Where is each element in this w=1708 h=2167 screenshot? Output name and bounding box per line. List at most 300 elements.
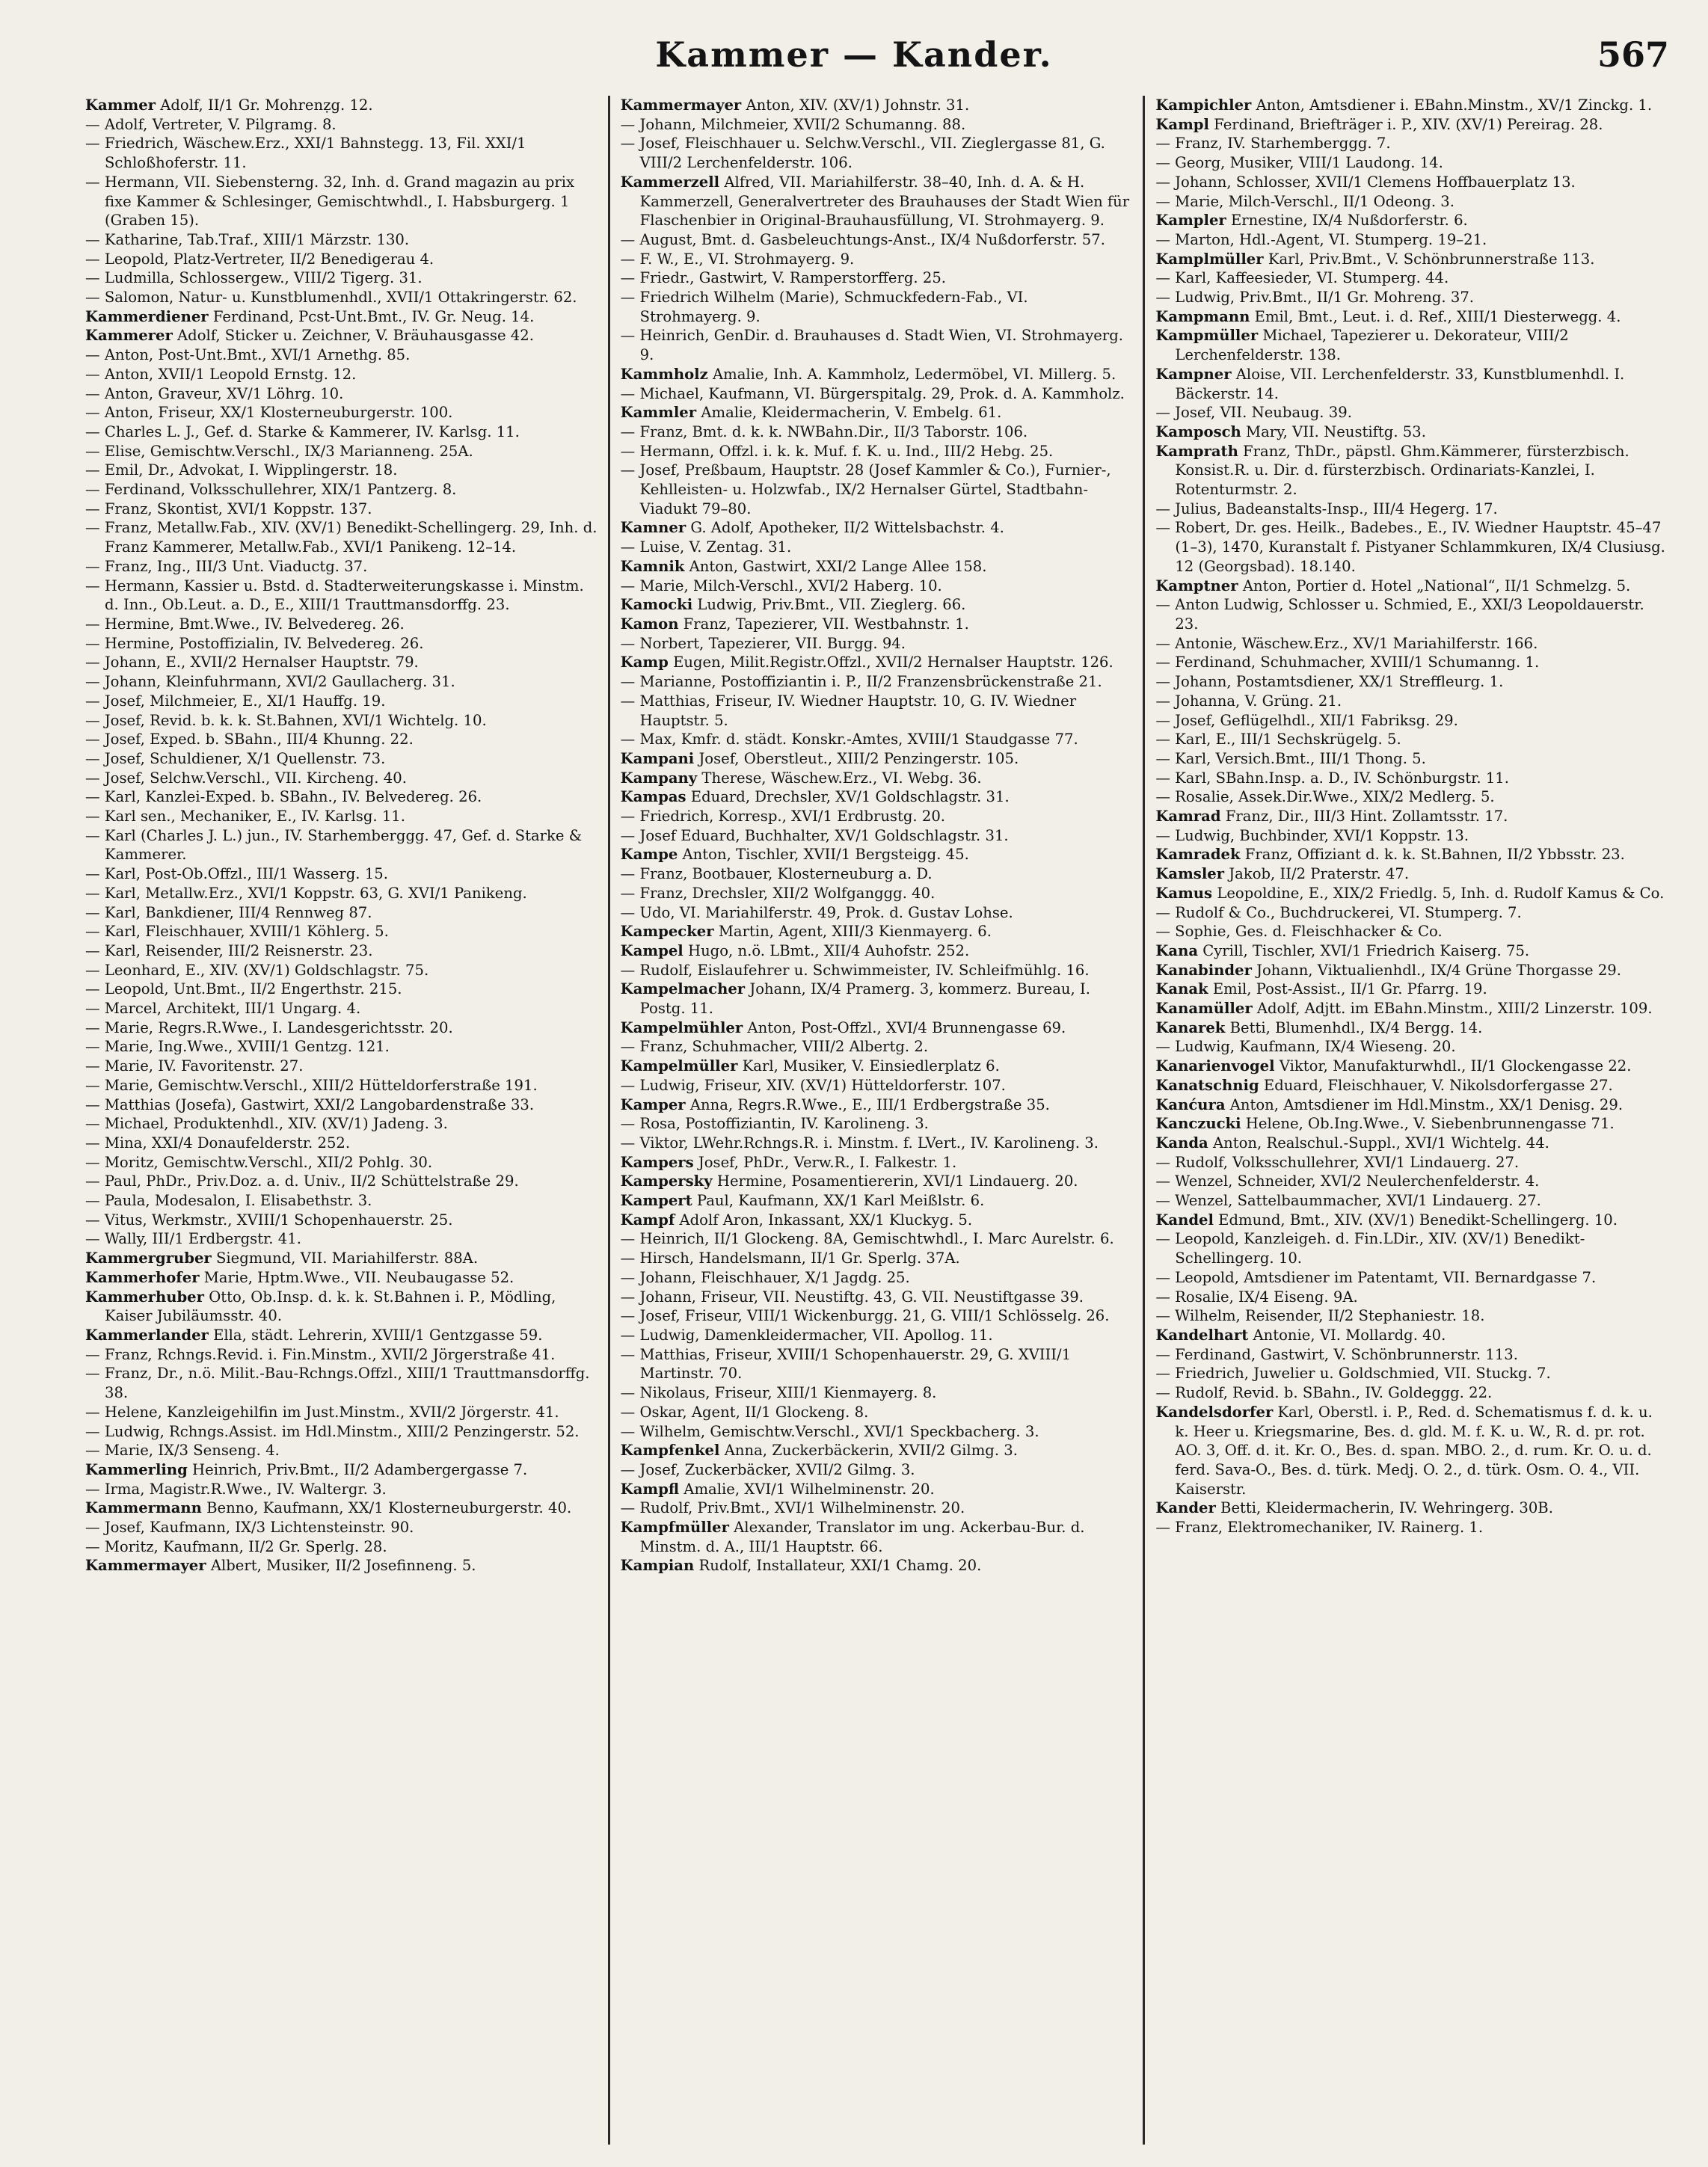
directory-entry bbox=[85, 1403, 598, 1422]
directory-entry bbox=[1155, 442, 1668, 500]
entry-text: — Rudolf, Priv.Bmt., XVI/1 Wilhelminenstr. 20. bbox=[620, 1499, 965, 1517]
entry-surname: Kampert bbox=[620, 1192, 692, 1210]
entry-text: Anton, Realschul.-Suppl., XVI/1 Wichtelg. 44. bbox=[1208, 1134, 1549, 1152]
directory-entry bbox=[85, 1172, 598, 1191]
entry-surname: Kampel bbox=[620, 941, 683, 959]
entry-surname: Kander bbox=[1155, 1499, 1216, 1517]
entry-text: — F. W., E., VI. Strohmayerg. 9. bbox=[620, 250, 855, 268]
entry-text: Mary, VII. Neustiftg. 53. bbox=[1241, 422, 1426, 440]
entry-text: — Georg, Musiker, VIII/1 Laudong. 14. bbox=[1155, 154, 1443, 172]
directory-entry bbox=[85, 884, 598, 903]
entry-text: — Karl (Charles J. L.) jun., IV. Starhemberggg. 47, Gef. d. Starke & Kammerer. bbox=[85, 826, 583, 864]
directory-entry bbox=[85, 922, 598, 941]
directory-entry bbox=[621, 1556, 1133, 1576]
directory-entry bbox=[621, 461, 1133, 518]
entry-text: — Friedrich, Juwelier u. Goldschmied, VII. Stuckg. 7. bbox=[1155, 1365, 1551, 1383]
directory-entry bbox=[621, 115, 1133, 135]
directory-entry bbox=[85, 230, 598, 250]
entry-text: — Ludwig, Priv.Bmt., II/1 Gr. Mohreng. 37. bbox=[1155, 289, 1475, 307]
directory-entry bbox=[1155, 307, 1668, 327]
entry-text: — Marianne, Postoffiziantin i. P., II/2 Franzensbrückenstraße 21. bbox=[620, 673, 1102, 691]
entry-text: — Karl, Kanzlei-Exped. b. SBahn., IV. Belvedereg. 26. bbox=[85, 788, 482, 806]
entry-text: Emil, Post-Assist., II/1 Gr. Pfarrg. 19. bbox=[1208, 980, 1487, 998]
entry-text: — Karl, Versich.Bmt., III/1 Thong. 5. bbox=[1155, 749, 1426, 767]
directory-entry bbox=[85, 1460, 598, 1480]
entry-text: — Katharine, Tab.Traf., XIII/1 Märzstr. 130. bbox=[85, 230, 410, 248]
directory-entry bbox=[621, 403, 1133, 422]
entry-text: — Josef, Kaufmann, IX/3 Lichtensteinstr. 90. bbox=[85, 1519, 414, 1537]
entry-text: — Rudolf, Volksschullehrer, XVI/1 Lindauerg. 27. bbox=[1155, 1153, 1520, 1171]
entry-surname: Kampany bbox=[620, 769, 698, 787]
entry-text: — Karl sen., Mechaniker, E., IV. Karlsg. 11. bbox=[85, 808, 405, 826]
entry-text: — Josef Eduard, Buchhalter, XV/1 Goldschlagstr. 31. bbox=[620, 826, 1009, 844]
directory-entry bbox=[1155, 403, 1668, 422]
directory-entry bbox=[1155, 518, 1668, 576]
directory-entry bbox=[1155, 692, 1668, 711]
entry-text: — Leonhard, E., XIV. (XV/1) Goldschlagstr. 75. bbox=[85, 961, 429, 979]
directory-entry bbox=[1155, 1383, 1668, 1403]
entry-text: — Rudolf, Eislaufehrer u. Schwimmeister, IV. Schleifmühlg. 16. bbox=[620, 961, 1090, 979]
directory-entry bbox=[1155, 980, 1668, 999]
entry-text: Jakob, II/2 Praterstr. 47. bbox=[1224, 865, 1410, 883]
directory-entry bbox=[621, 634, 1133, 654]
entry-text: — Emil, Dr., Advokat, I. Wipplingerstr. 18. bbox=[85, 461, 398, 479]
directory-entry bbox=[1155, 1172, 1668, 1191]
entry-text: Franz, Offiziant d. k. k. St.Bahnen, II/2 Ybbsstr. 23. bbox=[1240, 846, 1625, 864]
directory-entry bbox=[85, 999, 598, 1018]
entry-text: — Julius, Badeanstalts-Insp., III/4 Hegerg. 17. bbox=[1155, 500, 1498, 517]
entry-text: — Franz, Metallw.Fab., XIV. (XV/1) Benedikt-Schellingerg. 29, Inh. d. Franz Kammerer, Metallw.Fab., XVI/1 Panikeng. 12–14. bbox=[85, 519, 598, 556]
directory-entry bbox=[621, 1345, 1133, 1383]
entry-text: — Rudolf, Revid. b. SBahn., IV. Goldeggg. 22. bbox=[1155, 1384, 1493, 1402]
directory-entry bbox=[621, 1480, 1133, 1499]
entry-surname: Kamnik bbox=[620, 557, 685, 575]
entry-text: — Marcel, Architekt, III/1 Ungarg. 4. bbox=[85, 1000, 361, 1018]
entry-text: — Karl, Metallw.Erz., XVI/1 Koppstr. 63, G. XVI/1 Panikeng. bbox=[85, 884, 527, 902]
entry-text: — Leopold, Unt.Bmt., II/2 Engerthstr. 215. bbox=[85, 980, 402, 998]
entry-text: — Hermann, VII. Siebensterng. 32, Inh. d. Grand magazin au prix fixe Kammer & Schlesinger, Gemischtwhdl., I. Habsburgerg. 1 (Graben 15). bbox=[85, 173, 575, 230]
entry-text: Hugo, n.ö. LBmt., XII/4 Auhofstr. 252. bbox=[683, 941, 970, 959]
entry-text: — Norbert, Tapezierer, VII. Burgg. 94. bbox=[620, 634, 906, 652]
entry-surname: Kanćura bbox=[1155, 1095, 1226, 1113]
entry-surname: Kampian bbox=[620, 1557, 695, 1575]
entry-text: — Wilhelm, Gemischtw.Verschl., XVI/1 Speckbacherg. 3. bbox=[620, 1422, 1039, 1440]
directory-entry bbox=[1155, 884, 1668, 903]
directory-entry bbox=[621, 538, 1133, 557]
entry-text: — Josef, Friseur, VIII/1 Wickenburgg. 21, G. VIII/1 Schlösselg. 26. bbox=[620, 1307, 1110, 1325]
directory-entry bbox=[1155, 1345, 1668, 1365]
entry-text: — Friedrich, Korresp., XVI/1 Erdbrustg. 20. bbox=[620, 808, 946, 826]
directory-entry bbox=[1155, 1518, 1668, 1537]
entry-text: — Friedrich, Wäschew.Erz., XXI/1 Bahnstegg. 13, Fil. XXI/1 Schloßhoferstr. 11. bbox=[85, 135, 526, 172]
entry-text: — Josef, Selchw.Verschl., VII. Kircheng. 40. bbox=[85, 769, 407, 787]
entry-surname: Kampler bbox=[1155, 212, 1226, 230]
directory-entry bbox=[1155, 1306, 1668, 1326]
entry-surname: Kammermayer bbox=[85, 1557, 206, 1575]
directory-entry bbox=[85, 480, 598, 500]
directory-entry bbox=[1155, 1403, 1668, 1499]
directory-entry bbox=[1155, 1191, 1668, 1211]
directory-entry bbox=[85, 134, 598, 172]
entry-surname: Kampner bbox=[1155, 365, 1232, 383]
directory-entry bbox=[621, 961, 1133, 980]
directory-entry bbox=[85, 1037, 598, 1057]
directory-entry bbox=[85, 307, 598, 327]
directory-entry bbox=[85, 422, 598, 442]
directory-entry bbox=[85, 1326, 598, 1345]
entry-surname: Kammermayer bbox=[620, 96, 742, 114]
directory-entry bbox=[85, 1499, 598, 1518]
directory-entry bbox=[1155, 634, 1668, 654]
directory-entry bbox=[621, 384, 1133, 404]
directory-entry bbox=[621, 96, 1133, 115]
entry-surname: Kammerzell bbox=[620, 173, 720, 191]
directory-entry bbox=[621, 230, 1133, 250]
directory-entry bbox=[621, 288, 1133, 326]
entry-surname: Kampfenkel bbox=[620, 1442, 720, 1460]
entry-text: — Josef, Geflügelhdl., XII/1 Fabriksg. 29. bbox=[1155, 711, 1458, 729]
directory-entry bbox=[85, 577, 598, 615]
directory-entry bbox=[85, 1153, 598, 1172]
directory-entry bbox=[621, 1403, 1133, 1422]
directory-entry bbox=[85, 1095, 598, 1115]
entry-text: — Ludmilla, Schlossergew., VIII/2 Tigerg. 31. bbox=[85, 269, 423, 287]
entry-text: — Anton, Graveur, XV/1 Löhrg. 10. bbox=[85, 384, 344, 402]
entry-text: — Charles L. J., Gef. d. Starke & Kammerer, IV. Karlsg. 11. bbox=[85, 422, 520, 440]
entry-surname: Kamsler bbox=[1155, 865, 1225, 883]
directory-entry bbox=[621, 1134, 1133, 1153]
directory-entry bbox=[1155, 922, 1668, 941]
entry-text: Karl, Priv.Bmt., V. Schönbrunnerstraße 113. bbox=[1263, 250, 1595, 268]
directory-entry bbox=[85, 903, 598, 923]
entry-surname: Kanatschnig bbox=[1155, 1076, 1259, 1094]
directory-entry bbox=[1155, 288, 1668, 307]
entry-text: — Anton, Post-Unt.Bmt., XVI/1 Arnethg. 85. bbox=[85, 346, 411, 364]
entry-text: — Ludwig, Kaufmann, IX/4 Wieseng. 20. bbox=[1155, 1038, 1456, 1056]
entry-text: — Franz, Bmt. d. k. k. NWBahn.Dir., II/3 Taborstr. 106. bbox=[620, 422, 1028, 440]
entry-text: — Franz, Elektromechaniker, IV. Rainerg. 1. bbox=[1155, 1519, 1484, 1537]
directory-entry bbox=[621, 692, 1133, 730]
entry-text: — Karl, Bankdiener, III/4 Rennweg 87. bbox=[85, 903, 372, 921]
directory-entry bbox=[1155, 730, 1668, 749]
directory-entry bbox=[621, 1518, 1133, 1556]
entry-text: Therese, Wäschew.Erz., VI. Webg. 36. bbox=[697, 769, 982, 787]
directory-entry bbox=[1155, 1288, 1668, 1307]
directory-entry bbox=[1155, 1018, 1668, 1038]
entry-surname: Kamocki bbox=[620, 596, 693, 614]
entry-text: — Oskar, Agent, II/1 Glockeng. 8. bbox=[620, 1403, 869, 1421]
directory-entry bbox=[621, 864, 1133, 884]
entry-text: — Marie, Milch-Verschl., II/1 Odeong. 3. bbox=[1155, 192, 1454, 210]
directory-entry bbox=[621, 1441, 1133, 1460]
entry-text: Anton, Post-Offzl., XVI/4 Brunnengasse 69. bbox=[743, 1018, 1066, 1036]
entry-text: — Paula, Modesalon, I. Elisabethstr. 3. bbox=[85, 1192, 372, 1210]
directory-entry bbox=[85, 653, 598, 672]
entry-surname: Kammerdiener bbox=[85, 307, 209, 325]
directory-entry bbox=[85, 615, 598, 634]
entry-surname: Kampelmacher bbox=[620, 980, 746, 998]
entry-surname: Kamprath bbox=[1155, 442, 1238, 460]
entry-surname: Kampichler bbox=[1155, 96, 1252, 114]
directory-entry bbox=[1155, 577, 1668, 596]
entry-text: Anton, XIV. (XV/1) Johnstr. 31. bbox=[741, 96, 970, 114]
entry-text: Franz, Dir., III/3 Hint. Zollamtsstr. 17. bbox=[1220, 808, 1508, 826]
page-title: Kammer — Kander. bbox=[655, 34, 1053, 75]
entry-surname: Kamp bbox=[620, 654, 669, 671]
entry-surname: Kampmann bbox=[1155, 307, 1250, 325]
directory-entry bbox=[1155, 864, 1668, 884]
entry-text: — Vitus, Werkmstr., XVIII/1 Schopenhauerstr. 25. bbox=[85, 1211, 453, 1229]
directory-entry bbox=[621, 1268, 1133, 1288]
entry-text: Eduard, Drechsler, XV/1 Goldschlagstr. 31. bbox=[686, 788, 1010, 806]
directory-entry bbox=[85, 1441, 598, 1460]
directory-entry bbox=[1155, 1076, 1668, 1095]
entry-text: Aloise, VII. Lerchenfelderstr. 33, Kunstblumenhdl. I. Bäckerstr. 14. bbox=[1175, 365, 1625, 402]
directory-entry bbox=[85, 1191, 598, 1211]
page-header bbox=[0, 34, 1708, 94]
directory-entry bbox=[85, 807, 598, 826]
entry-text: — Wally, III/1 Erdbergstr. 41. bbox=[85, 1230, 301, 1248]
entry-surname: Kanda bbox=[1155, 1134, 1208, 1152]
entry-text: — August, Bmt. d. Gasbeleuchtungs-Anst., IX/4 Nußdorferstr. 57. bbox=[620, 230, 1105, 248]
entry-text: — Irma, Magistr.R.Wwe., IV. Waltergr. 3. bbox=[85, 1480, 387, 1498]
entry-text: — Johann, Friseur, VII. Neustiftg. 43, G. VII. Neustiftgasse 39. bbox=[620, 1288, 1084, 1306]
entry-surname: Kampani bbox=[620, 749, 695, 767]
entry-text: — Ferdinand, Schuhmacher, XVIII/1 Schumanng. 1. bbox=[1155, 654, 1540, 671]
directory-entry bbox=[1155, 211, 1668, 230]
entry-text: — Udo, VI. Mariahilferstr. 49, Prok. d. Gustav Lohse. bbox=[620, 903, 1013, 921]
entry-text: — Ludwig, Damenkleidermacher, VII. Apollog. 11. bbox=[620, 1327, 993, 1344]
entry-text: Viktor, Manufakturwhdl., II/1 Glockengasse 22. bbox=[1274, 1057, 1632, 1075]
directory-entry bbox=[1155, 1153, 1668, 1172]
directory-entry bbox=[85, 288, 598, 307]
directory-entry bbox=[85, 672, 598, 692]
entry-surname: Kamus bbox=[1155, 884, 1213, 902]
entry-text: — Anton, Friseur, XX/1 Klosterneuburgerstr. 100. bbox=[85, 404, 453, 422]
directory-entry bbox=[621, 787, 1133, 807]
directory-entry bbox=[621, 1076, 1133, 1095]
directory-entry bbox=[621, 1460, 1133, 1480]
directory-entry bbox=[1155, 1326, 1668, 1345]
directory-entry bbox=[85, 268, 598, 288]
entry-text: Edmund, Bmt., XIV. (XV/1) Benedikt-Schellingerg. 10. bbox=[1213, 1211, 1618, 1229]
directory-entry bbox=[1155, 826, 1668, 846]
entry-text: — Josef, Zuckerbäcker, XVII/2 Gilmg. 3. bbox=[620, 1460, 915, 1478]
entry-surname: Kamon bbox=[620, 615, 679, 633]
entry-text: Cyrill, Tischler, XVI/1 Friedrich Kaiserg. 75. bbox=[1198, 941, 1530, 959]
entry-text: Adolf Aron, Inkassant, XX/1 Kluckyg. 5. bbox=[675, 1211, 973, 1229]
entry-text: Anton, Tischler, XVII/1 Bergsteigg. 45. bbox=[678, 846, 969, 864]
entry-text: Anton, Amtsdiener i. EBahn.Minstm., XV/1 Zinckg. 1. bbox=[1251, 96, 1653, 114]
entry-text: — Michael, Kaufmann, VI. Bürgerspitalg. 29, Prok. d. A. Kammholz. bbox=[620, 384, 1125, 402]
entry-text: — Hermine, Bmt.Wwe., IV. Belvedereg. 26. bbox=[85, 615, 405, 633]
entry-text: — Matthias, Friseur, XVIII/1 Schopenhauerstr. 29, G. XVIII/1 Martinstr. 70. bbox=[620, 1345, 1072, 1383]
entry-text: — Karl, Reisender, III/2 Reisnerstr. 23. bbox=[85, 941, 373, 959]
directory-entry bbox=[1155, 173, 1668, 192]
directory-entry bbox=[85, 961, 598, 980]
directory-entry bbox=[85, 345, 598, 365]
entry-text: Heinrich, Priv.Bmt., II/2 Adambergergasse 7. bbox=[187, 1460, 528, 1478]
directory-entry bbox=[621, 173, 1133, 230]
directory-entry bbox=[621, 1095, 1133, 1115]
directory-entry bbox=[85, 711, 598, 731]
directory-entry bbox=[85, 749, 598, 769]
directory-entry bbox=[1155, 268, 1668, 288]
entry-surname: Kampe bbox=[620, 846, 678, 864]
entry-text: Anton, Portier d. Hotel „National“, II/1 Schmelzg. 5. bbox=[1238, 577, 1631, 594]
entry-text: — Karl, Kaffeesieder, VI. Stumperg. 44. bbox=[1155, 269, 1449, 287]
entry-text: — Helene, Kanzleigehilfin im Just.Minstm., XVII/2 Jörgerstr. 41. bbox=[85, 1403, 559, 1421]
directory-entry bbox=[621, 250, 1133, 269]
directory-entry bbox=[1155, 1134, 1668, 1153]
entry-text: — Heinrich, II/1 Glockeng. 8A, Gemischtwhdl., I. Marc Aurelstr. 6. bbox=[620, 1230, 1114, 1248]
entry-text: — Rosalie, Assek.Dir.Wwe., XIX/2 Medlerg. 5. bbox=[1155, 788, 1495, 806]
entry-text: — Moritz, Kaufmann, II/2 Gr. Sperlg. 28. bbox=[85, 1537, 387, 1555]
entry-text: — Franz, Skontist, XVI/1 Koppstr. 137. bbox=[85, 500, 372, 517]
directory-entry bbox=[1155, 787, 1668, 807]
directory-entry bbox=[85, 461, 598, 480]
directory-entry bbox=[1155, 230, 1668, 250]
entry-text: Eugen, Milit.Registr.Offzl., XVII/2 Hernalser Hauptstr. 126. bbox=[668, 654, 1113, 671]
entry-text: Betti, Blumenhdl., IX/4 Bergg. 14. bbox=[1225, 1018, 1483, 1036]
entry-text: Adolf, Adjtt. im EBahn.Minstm., XIII/2 Linzerstr. 109. bbox=[1252, 1000, 1653, 1018]
directory-entry bbox=[621, 807, 1133, 826]
directory-entry bbox=[85, 980, 598, 999]
entry-text: Michael, Tapezierer u. Dekorateur, VIII/2 Lerchenfelderstr. 138. bbox=[1175, 327, 1569, 364]
entry-surname: Kampelmühler bbox=[620, 1018, 743, 1036]
directory-entry bbox=[1155, 134, 1668, 153]
directory-entry bbox=[1155, 1095, 1668, 1115]
directory-entry bbox=[1155, 1364, 1668, 1383]
entry-text: — Franz, IV. Starhemberggg. 7. bbox=[1155, 135, 1391, 153]
directory-entry bbox=[85, 1480, 598, 1499]
entry-text: — Mina, XXI/4 Donaufelderstr. 252. bbox=[85, 1134, 351, 1152]
entry-text: — Ludwig, Friseur, XIV. (XV/1) Hütteldorferstr. 107. bbox=[620, 1076, 1006, 1094]
directory-entry bbox=[621, 1018, 1133, 1038]
entry-text: — Johann, Postamtsdiener, XX/1 Streffleurg. 1. bbox=[1155, 673, 1504, 691]
directory-entry bbox=[1155, 1114, 1668, 1134]
entry-text: — Matthias, Friseur, IV. Wiedner Hauptstr. 10, G. IV. Wiedner Hauptstr. 5. bbox=[620, 692, 1077, 729]
entry-text: Emil, Bmt., Leut. i. d. Ref., XIII/1 Diesterwegg. 4. bbox=[1250, 307, 1621, 325]
entry-surname: Kammer bbox=[85, 96, 156, 114]
entry-text: — Matthias (Josefa), Gastwirt, XXI/2 Langobardenstraße 33. bbox=[85, 1095, 535, 1113]
entry-text: Karl, Oberstl. i. P., Red. d. Schematismus f. d. k. u. k. Heer u. Kriegsmarine, Bes. d. gld. M. f. K. u. W., R. d. pr. rot. AO. 3, Off. d. it. Kr. O., Bes. d. span. MBO. 2., d. rum. Kr. O. u. d. ferd. Sava-O., Bes. d. türk. Medj. O. 2., d. türk. Osm. O. 4., VII. Kaiserstr. bbox=[1175, 1403, 1653, 1498]
directory-entry bbox=[85, 1057, 598, 1076]
entry-text: — Friedr., Gastwirt, V. Ramperstorfferg. 25. bbox=[620, 269, 947, 287]
column-3 bbox=[1143, 96, 1678, 2145]
entry-text: Leopoldine, E., XIX/2 Friedlg. 5, Inh. d. Rudolf Kamus & Co. bbox=[1212, 884, 1665, 902]
directory-entry bbox=[1155, 192, 1668, 212]
entry-text: — Franz, Schuhmacher, VIII/2 Albertg. 2. bbox=[620, 1038, 929, 1056]
entry-text: — Marie, Gemischtw.Verschl., XIII/2 Hütteldorferstraße 191. bbox=[85, 1076, 538, 1094]
directory-entry bbox=[1155, 1037, 1668, 1057]
entry-surname: Kamplmüller bbox=[1155, 250, 1264, 268]
entry-text: — Paul, PhDr., Priv.Doz. a. d. Univ., II/2 Schüttelstraße 29. bbox=[85, 1172, 519, 1190]
entry-text: Ferdinand, Briefträger i. P., XIV. (XV/1) Pereirag. 28. bbox=[1208, 115, 1603, 133]
entry-text: Benno, Kaufmann, XX/1 Klosterneuburgerstr. 40. bbox=[201, 1499, 572, 1517]
entry-text: Amalie, Kleidermacherin, V. Embelg. 61. bbox=[696, 404, 1002, 422]
directory-entry bbox=[621, 1306, 1133, 1326]
entry-surname: Kanarienvogel bbox=[1155, 1057, 1275, 1075]
entry-text: — Karl, Fleischhauer, XVIII/1 Köhlerg. 5. bbox=[85, 923, 389, 941]
entry-text: Josef, Oberstleut., XIII/2 Penzingerstr. 105. bbox=[694, 749, 1019, 767]
column-2 bbox=[608, 96, 1143, 2145]
entry-text: — Ferdinand, Gastwirt, V. Schönbrunnerstr. 113. bbox=[1155, 1345, 1518, 1363]
directory-entry bbox=[621, 730, 1133, 749]
entry-surname: Kammerling bbox=[85, 1460, 188, 1478]
entry-text: G. Adolf, Apotheker, II/2 Wittelsbachstr. 4. bbox=[686, 519, 1004, 537]
entry-text: Ferdinand, Pcst-Unt.Bmt., IV. Gr. Neug. 14. bbox=[208, 307, 535, 325]
directory-entry bbox=[621, 442, 1133, 461]
directory-entry bbox=[1155, 961, 1668, 980]
directory-entry bbox=[621, 557, 1133, 577]
entry-text: — Elise, Gemischtw.Verschl., IX/3 Marianneng. 25A. bbox=[85, 442, 473, 460]
directory-entry bbox=[621, 1288, 1133, 1307]
directory-entry bbox=[621, 653, 1133, 672]
directory-entry bbox=[1155, 250, 1668, 269]
entry-text: Antonie, VI. Mollardg. 40. bbox=[1248, 1327, 1446, 1344]
directory-entry bbox=[85, 1229, 598, 1249]
directory-entry bbox=[1155, 96, 1668, 115]
directory-entry bbox=[1155, 941, 1668, 961]
entry-text: Albert, Musiker, II/2 Josefinneng. 5. bbox=[206, 1557, 476, 1575]
entry-text: Anna, Zuckerbäckerin, XVII/2 Gilmg. 3. bbox=[719, 1442, 1018, 1460]
entry-text: — Ferdinand, Volksschullehrer, XIX/1 Pantzerg. 8. bbox=[85, 481, 457, 499]
directory-entry bbox=[1155, 1211, 1668, 1230]
entry-text: — Anton, XVII/1 Leopold Ernstg. 12. bbox=[85, 365, 357, 383]
entry-text: — Josef, Schuldiener, X/1 Quellenstr. 73. bbox=[85, 749, 386, 767]
directory-entry bbox=[1155, 653, 1668, 672]
directory-entry bbox=[85, 826, 598, 864]
entry-text: — Rosalie, IX/4 Eiseng. 9A. bbox=[1155, 1288, 1358, 1306]
entry-text: — Adolf, Vertreter, V. Pilgramg. 8. bbox=[85, 115, 337, 133]
directory-entry bbox=[85, 1518, 598, 1537]
directory-entry bbox=[85, 864, 598, 884]
entry-text: Johann, IX/4 Pramerg. 3, kommerz. Bureau, I. Postg. 11. bbox=[639, 980, 1090, 1018]
directory-entry bbox=[621, 1191, 1133, 1211]
directory-entry bbox=[85, 1537, 598, 1557]
entry-text: — Marton, Hdl.-Agent, VI. Stumperg. 19–21. bbox=[1155, 230, 1487, 248]
entry-surname: Kandelsdorfer bbox=[1155, 1403, 1274, 1421]
entry-text: Eduard, Fleischhauer, V. Nikolsdorfergasse 27. bbox=[1259, 1076, 1613, 1094]
entry-text: — Moritz, Gemischtw.Verschl., XII/2 Pohlg. 30. bbox=[85, 1153, 433, 1171]
entry-surname: Kandelhart bbox=[1155, 1327, 1249, 1344]
directory-entry bbox=[621, 1499, 1133, 1518]
entry-text: Franz, ThDr., päpstl. Ghm.Kämmerer, fürsterzbisch. Konsist.R. u. Dir. d. fürsterzbisch. Ordinariats-Kanzlei, I. Rotenturmstr. 2. bbox=[1175, 442, 1629, 499]
entry-text: Amalie, XVI/1 Wilhelminenstr. 20. bbox=[679, 1480, 935, 1498]
entry-text: — Marie, Milch-Verschl., XVI/2 Haberg. 10. bbox=[620, 577, 942, 594]
entry-text: — Luise, V. Zentag. 31. bbox=[620, 538, 792, 556]
directory-entry bbox=[1155, 326, 1668, 364]
directory-entry bbox=[621, 1249, 1133, 1268]
entry-text: Josef, PhDr., Verw.R., I. Falkestr. 1. bbox=[693, 1153, 957, 1171]
directory-entry bbox=[621, 845, 1133, 864]
entry-text: — Johann, Fleischhauer, X/1 Jagdg. 25. bbox=[620, 1268, 910, 1286]
directory-entry bbox=[85, 1364, 598, 1402]
directory-entry bbox=[621, 749, 1133, 769]
entry-text: — Robert, Dr. ges. Heilk., Badebes., E., IV. Wiedner Hauptstr. 45–47 (1–3), 1470, Kuranstalt f. Pistyaner Schlammkuren, IX/4 Clusiusg. 12 (Georgsbad). 18.140. bbox=[1155, 519, 1665, 575]
directory-entry bbox=[85, 518, 598, 556]
directory-entry bbox=[621, 1229, 1133, 1249]
directory-entry bbox=[621, 595, 1133, 615]
entry-surname: Kammergruber bbox=[85, 1250, 212, 1267]
directory-entry bbox=[1155, 711, 1668, 731]
entry-text: Anna, Regrs.R.Wwe., E., III/1 Erdbergstraße 35. bbox=[685, 1095, 1050, 1113]
entry-text: — Franz, Drechsler, XII/2 Wolfganggg. 40. bbox=[620, 884, 936, 902]
entry-text: — Marie, Ing.Wwe., XVIII/1 Gentzg. 121. bbox=[85, 1038, 390, 1056]
entry-surname: Kammholz bbox=[620, 365, 708, 383]
entry-surname: Kamrad bbox=[1155, 808, 1221, 826]
